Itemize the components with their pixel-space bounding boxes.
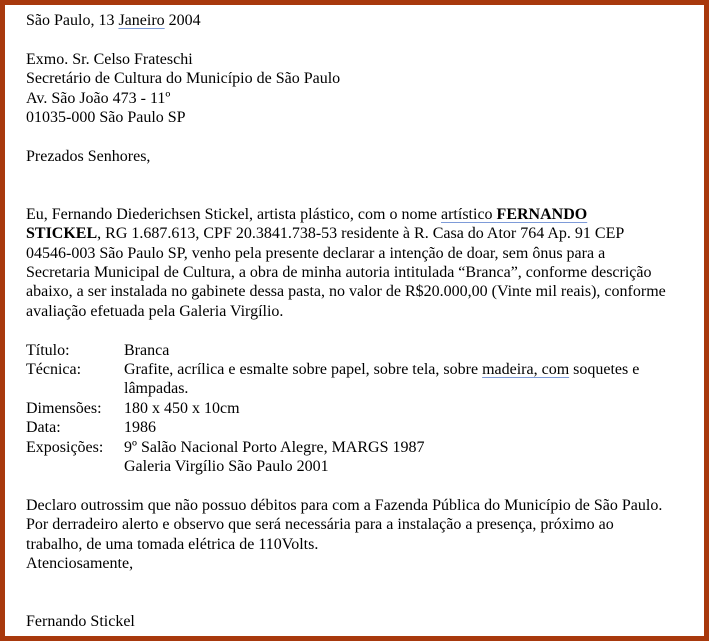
closing-text: Declaro outrossim que não possuo débitos para com a Fazenda Pública do Município de São Paulo.	[26, 496, 663, 514]
artist-name-bold: STICKEL	[26, 225, 98, 243]
artwork-details	[26, 341, 706, 477]
detail-value	[124, 360, 706, 379]
artist-name-bold: FERNANDO	[496, 205, 588, 223]
detail-label: Exposições:	[26, 438, 104, 456]
detail-row-titulo	[26, 341, 706, 360]
detail-row-exposicoes	[26, 438, 706, 457]
closing-text: trabalho, de uma tomada elétrica de 110Volts.	[26, 535, 319, 553]
body-text: 04546-003 São Paulo SP, venho pela presente declarar a intenção de doar, sem ônus para a	[26, 244, 606, 262]
detail-row-dimensoes	[26, 399, 706, 418]
recipient-address: Av. São João 473 - 11º	[26, 89, 171, 107]
detail-row-tecnica	[26, 360, 706, 379]
detail-label: Técnica:	[26, 361, 82, 379]
detail-label: Título:	[26, 341, 70, 359]
body-text: , RG 1.687.613, CPF 20.3841.738-53 residente à R. Casa do Ator 764 Ap. 91 CEP	[97, 225, 625, 243]
body-text: avaliação efetuada pela Galeria Virgílio.	[26, 302, 284, 320]
body-paragraph	[26, 205, 706, 321]
body-text: abaixo, a ser instalada no gabinete dessa pasta, no valor de R$20.000,00 (Vinte mil reais), conforme	[26, 283, 666, 301]
date-month: Janeiro	[118, 12, 165, 29]
closing-paragraph	[26, 496, 706, 574]
closing-text: Por derradeiro alerto e observo que será necessária para a instalação a presença, próximo ao	[26, 516, 614, 534]
detail-text: soquetes e	[569, 361, 640, 379]
detail-underlined: madeira, com	[482, 361, 570, 379]
detail-value: Galeria Virgílio São Paulo 2001	[124, 458, 329, 475]
detail-value: lâmpadas.	[124, 380, 189, 398]
recipient-name: Exmo. Sr. Celso Frateschi	[26, 50, 193, 68]
signature-name: Fernando Stickel	[26, 613, 135, 631]
body-underlined	[441, 206, 587, 223]
detail-value: Branca	[124, 341, 170, 359]
closing-salutation: Atenciosamente,	[26, 554, 134, 572]
detail-value: 1986	[124, 419, 156, 437]
detail-label: Dimensões:	[26, 399, 102, 417]
detail-label: Data:	[26, 419, 61, 437]
detail-row-exposicoes-cont	[26, 457, 706, 476]
date-year: 2004	[164, 12, 201, 29]
recipient-city: 01035-000 São Paulo SP	[26, 108, 186, 126]
detail-value: 9º Salão Nacional Porto Alegre, MARGS 1987	[124, 438, 425, 456]
body-text: Eu, Fernando Diederichsen Stickel, artista plástico, com o nome	[26, 205, 441, 223]
detail-row-data	[26, 418, 706, 437]
recipient-title: Secretário de Cultura do Município de São Paulo	[26, 70, 341, 88]
date-line	[26, 11, 706, 30]
detail-value: 180 x 450 x 10cm	[124, 399, 240, 417]
letter-document	[26, 11, 706, 632]
date-prefix: São Paulo, 13	[26, 12, 119, 29]
detail-text: Grafite, acrílica e esmalte sobre papel, sobre tela, sobre	[124, 361, 483, 379]
body-text: Secretaria Municipal de Cultura, a obra de minha autoria intitulada “Branca”, conforme descrição	[26, 264, 652, 282]
detail-row-tecnica-cont	[26, 379, 706, 398]
salutation: Prezados Senhores,	[26, 147, 151, 165]
body-text: artístico	[441, 205, 497, 223]
